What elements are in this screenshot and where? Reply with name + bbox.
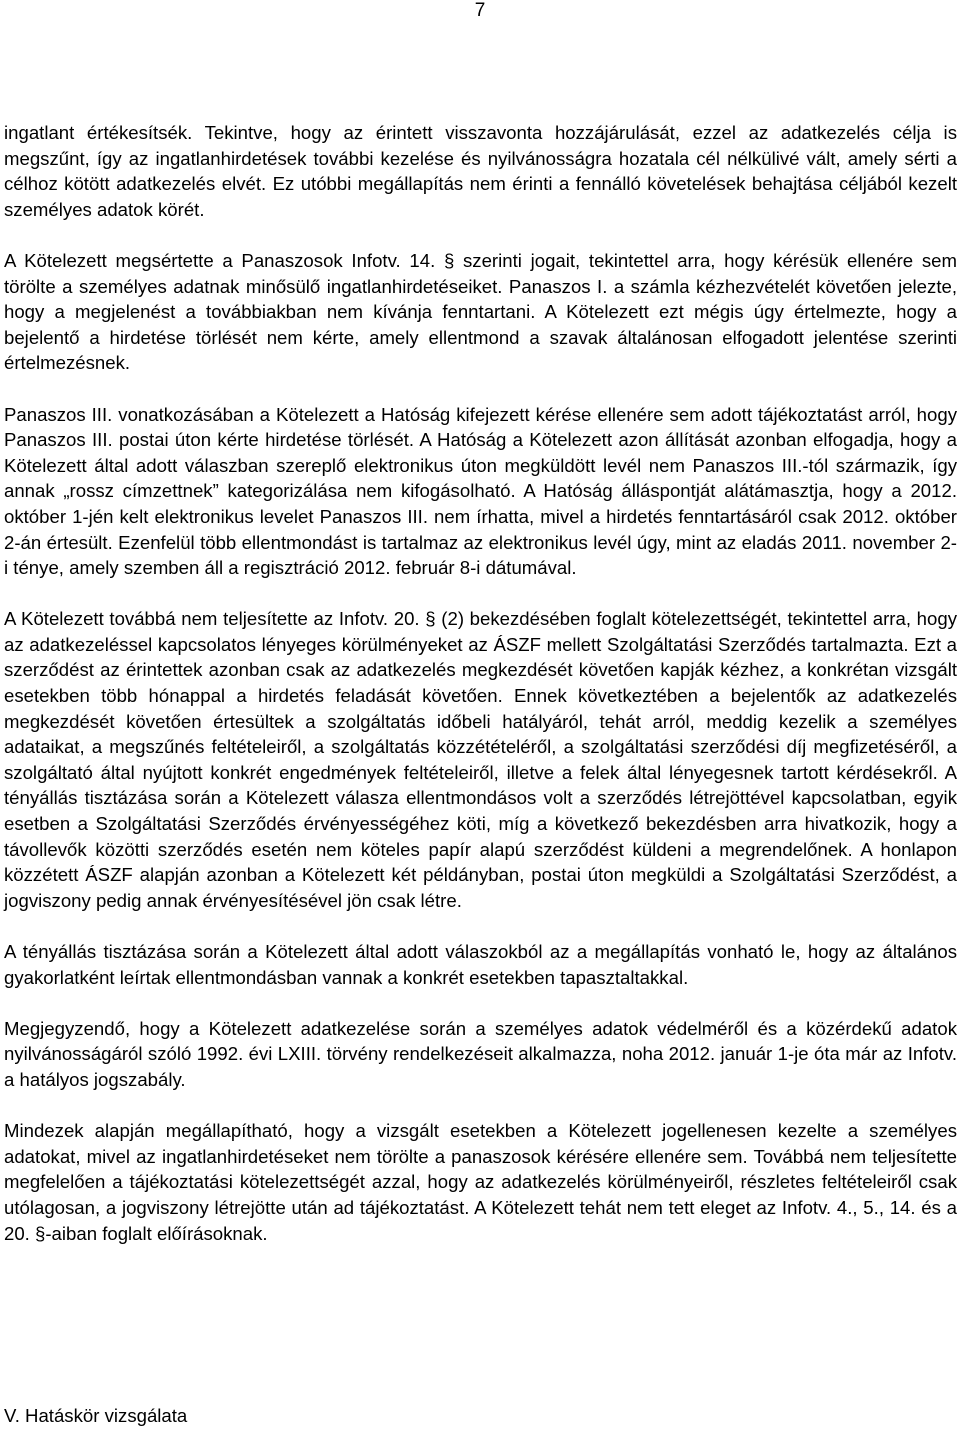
page-number: 7 [474, 0, 486, 21]
section-heading: V. Hatáskör vizsgálata [4, 1405, 188, 1426]
paragraph-conclusion: Mindezek alapján megállapítható, hogy a vizsgált esetekben a Kötelezett jogellenesen kezelte a személyes adatokat, mivel az ingatlanhirdetéseket nem törölte a panaszosok kérésére ellenére sem. Továbbá nem teljesítette megfelelően a tájékoztatási kötelezettségét azzal, hogy az adatkezelés körülményeiről, részletes feltételeiről csak utólagosan, a jogviszony létrejötte után ad tájékoztatást. A Kötelezett tehát nem tett eleget az Infotv. 4., 5., 14. és a 20. §-aiban foglalt előírásoknak. [4, 1120, 957, 1244]
paragraph-purpose-limitation: ingatlant értékesítsék. Tekintve, hogy az érintett visszavonta hozzájárulását, ezzel az adatkezelés célja is megszűnt, így az ingatlanhirdetések további kezelése és nyilvánosságra hozatala cél nélkülivé vált, amely sérti a célhoz kötött adatkezelés elvét. Ez utóbbi megállapítás nem érinti a fennálló követelések behajtása céljából kezelt személyes adatok körét. [4, 122, 957, 220]
paragraph-deletion-rights: A Kötelezett megsértette a Panaszosok Infotv. 14. § szerinti jogait, tekintettel arra, hogy kérésük ellenére sem törölte a személyes adatnak minősülő ingatlanhirdetéseiket. Panaszos I. a számla kézhezvételét követően jelezte, hogy a megjelenést a továbbiakban nem kívánja fenntartani. A Kötelezett ezt mégis úgy értelmezte, hogy a bejelentő a hirdetése törlését nem kérte, amely ellentmond a szavak általánosan elfogadott jelentése szerinti értelmezésnek. [4, 249, 957, 374]
paragraph-contradictions: A tényállás tisztázása során a Kötelezett által adott válaszokból az a megállapítás vonható le, hogy az általános gyakorlatként leírtak ellentmondásban vannak a konkrét esetekben tapasztaltakkal. [4, 941, 957, 988]
body-text [4, 120, 957, 1272]
paragraph-applicable-law: Megjegyzendő, hogy a Kötelezett adatkezelése során a személyes adatok védelméről és a közérdekű adatok nyilvánosságáról szóló 1992. évi LXIII. törvény rendelkezéseit alkalmazza, noha 2012. január 1-je óta már az Infotv. a hatályos jogszabály. [4, 1017, 957, 1090]
paragraph-information-duty: A Kötelezett továbbá nem teljesítette az Infotv. 20. § (2) bekezdésében foglalt kötelezettségét, tekintettel arra, hogy az adatkezeléssel kapcsolatos lényeges körülményeket az ÁSZF mellett Szolgáltatási Szerződés tartalmazta. Ezt a szerződést az érintettek azonban csak az adatkezelés megkezdését követően kapják kézhez, a konkrétan vizsgált esetekben több hónappal a hirdetés feladását követően. Ennek következtében a bejelentők az adatkezelés megkezdését követően értesültek a szolgáltatás időbeli hatályáról, tehát arról, meddig kezelik a személyes adataikat, a megszűnés feltételeiről, a szolgáltatás közzétételéről, a szolgáltatási szerződési díj megfizetéséről, a szolgáltató által nyújtott konkrét engedmények feltételeiről, illetve a felek által lényegesnek tartott kérdésekről. A tényállás tisztázása során a Kötelezett válasza ellentmondásos volt a szerződés létrejöttével kapcsolatban, egyik esetben a Szolgáltatási Szerződés érvényességéhez köti, míg a következő bekezdésben arra hivatkozik, hogy a távollevők közötti szerződés esetén nem köteles papír alapú szerződést küldeni a megrendelőnek. A honlapon közzétett ÁSZF alapján azonban a Kötelezett két példányban, postai úton megküldi a Szolgáltatási Szerződést, a jogviszony pedig annak érvényesítésével jön csak létre. [4, 608, 957, 911]
paragraph-complainant-three: Panaszos III. vonatkozásában a Kötelezett a Hatóság kifejezett kérése ellenére sem adott tájékoztatást arról, hogy Panaszos III. postai úton kérte hirdetése törlését. A Hatóság a Kötelezett azon állítását azonban elfogadja, hogy a Kötelezett által adott válaszban szereplő elektronikus úton megküldött levél nem Panaszos III.-tól származik, így annak „rossz címzettnek” kategorizálása nem kifogásolható. A Hatóság álláspontját alátámasztja, hogy a 2012. október 1-jén kelt elektronikus levelet Panaszos III. nem írhatta, mivel a hirdetés fenntartásáról csak 2012. október 2-án értesült. Ezenfelül több ellentmondást is tartalmaz az elektronikus levél úgy, mint az eladás 2011. november 2-i ténye, amely szemben áll a regisztráció 2012. február 8-i dátumával. [4, 403, 957, 579]
